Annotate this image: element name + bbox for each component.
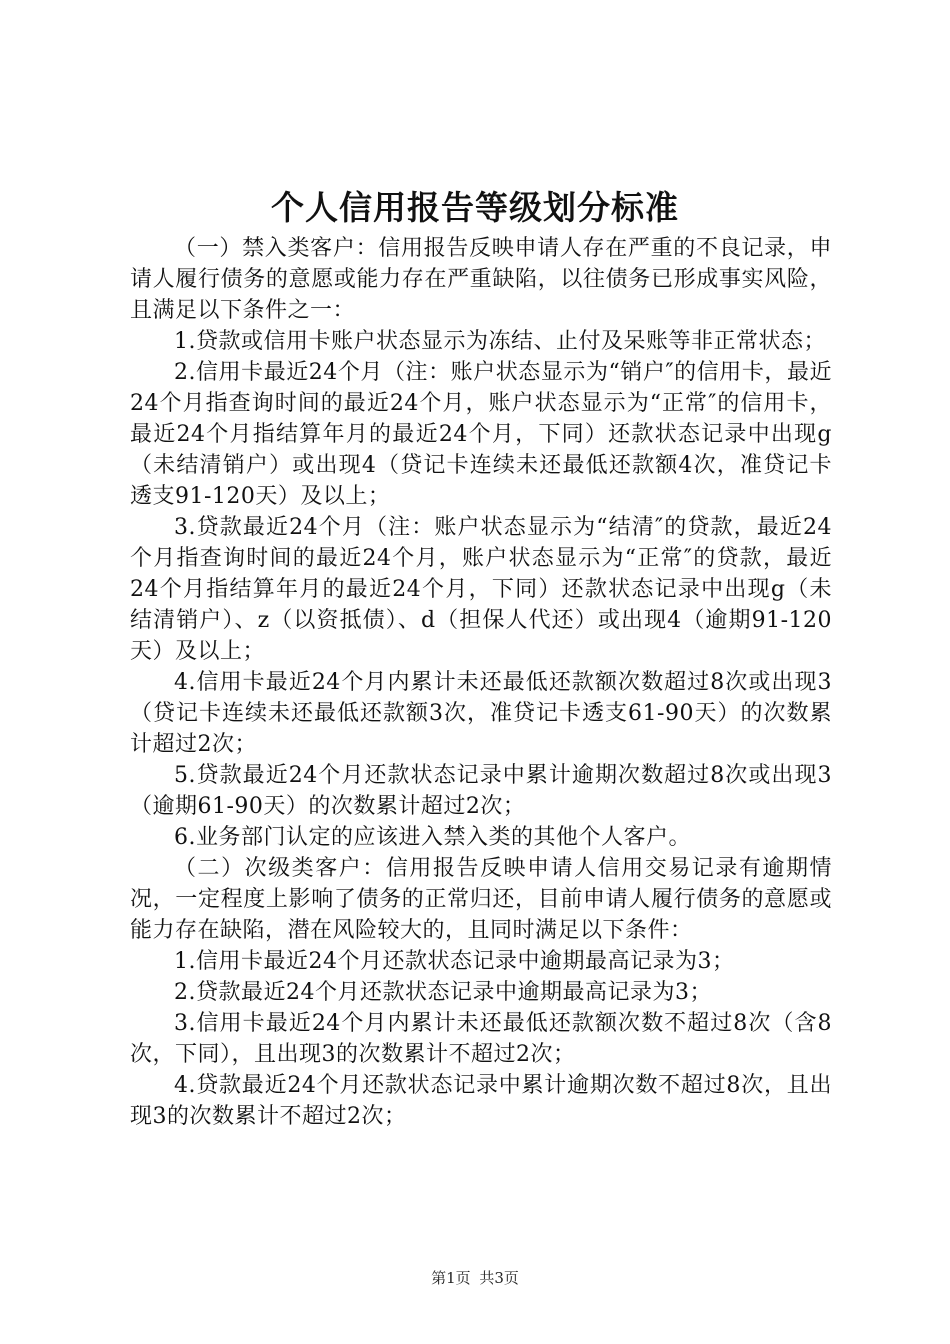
document-title: 个人信用报告等级划分标准 <box>271 188 679 227</box>
paragraph-section-2-intro: （二）次级类客户：信用报告反映申请人信用交易记录有逾期情况，一定程度上影响了债务的正常归还，目前申请人履行债务的意愿或能力存在缺陷，潜在风险较大的，且同时满足以下条件： <box>130 856 832 943</box>
paragraph-condition-1-2: 2.信用卡最近24个月（注：账户状态显示为“销户″的信用卡，最近24个月指查询时间的最近24个月，账户状态显示为“正常″的信用卡，最近24个月指结算年月的最近24个月，下同）还款状态记录中出现g（未结清销户）或出现4（贷记卡连续未还最低还款额4次，准贷记卡透支91-120天）及以上； <box>130 360 832 509</box>
page-number: 第1页 <box>431 1269 471 1287</box>
paragraph-condition-2-4: 4.贷款最近24个月还款状态记录中累计逾期次数不超过8次，且出现3的次数累计不超过2次； <box>130 1073 832 1129</box>
paragraph-condition-1-3: 3.贷款最近24个月（注：账户状态显示为“结清″的贷款，最近24个月指查询时间的最近24个月，账户状态显示为“正常″的贷款，最近24个月指结算年月的最近24个月，下同）还款状态记录中出现g（未结清销户）、z（以资抵债）、d（担保人代还）或出现4（逾期91-120天）及以上； <box>130 515 832 664</box>
document-body <box>130 233 832 1132</box>
paragraph-condition-2-2: 2.贷款最近24个月还款状态记录中逾期最高记录为3； <box>174 980 712 1005</box>
paragraph-condition-2-1: 1.信用卡最近24个月还款状态记录中逾期最高记录为3； <box>174 949 735 974</box>
page-total: 共3页 <box>479 1269 519 1287</box>
page-footer <box>0 1268 950 1288</box>
paragraph-condition-1-1: 1.贷款或信用卡账户状态显示为冻结、止付及呆账等非正常状态； <box>174 329 826 354</box>
paragraph-condition-1-5: 5.贷款最近24个月还款状态记录中累计逾期次数超过8次或出现3（逾期61-90天）的次数累计超过2次； <box>130 763 832 819</box>
paragraph-condition-1-6: 6.业务部门认定的应该进入禁入类的其他个人客户。 <box>174 825 691 850</box>
paragraph-condition-1-4: 4.信用卡最近24个月内累计未还最低还款额次数超过8次或出现3（贷记卡连续未还最低还款额3次，准贷记卡透支61-90天）的次数累计超过2次； <box>130 670 832 757</box>
paragraph-section-1-intro: （一）禁入类客户：信用报告反映申请人存在严重的不良记录，申请人履行债务的意愿或能力存在严重缺陷，以往债务已形成事实风险，且满足以下条件之一： <box>130 236 832 323</box>
paragraph-condition-2-3: 3.信用卡最近24个月内累计未还最低还款额次数不超过8次（含8次，下同），且出现3的次数累计不超过2次； <box>130 1011 832 1067</box>
